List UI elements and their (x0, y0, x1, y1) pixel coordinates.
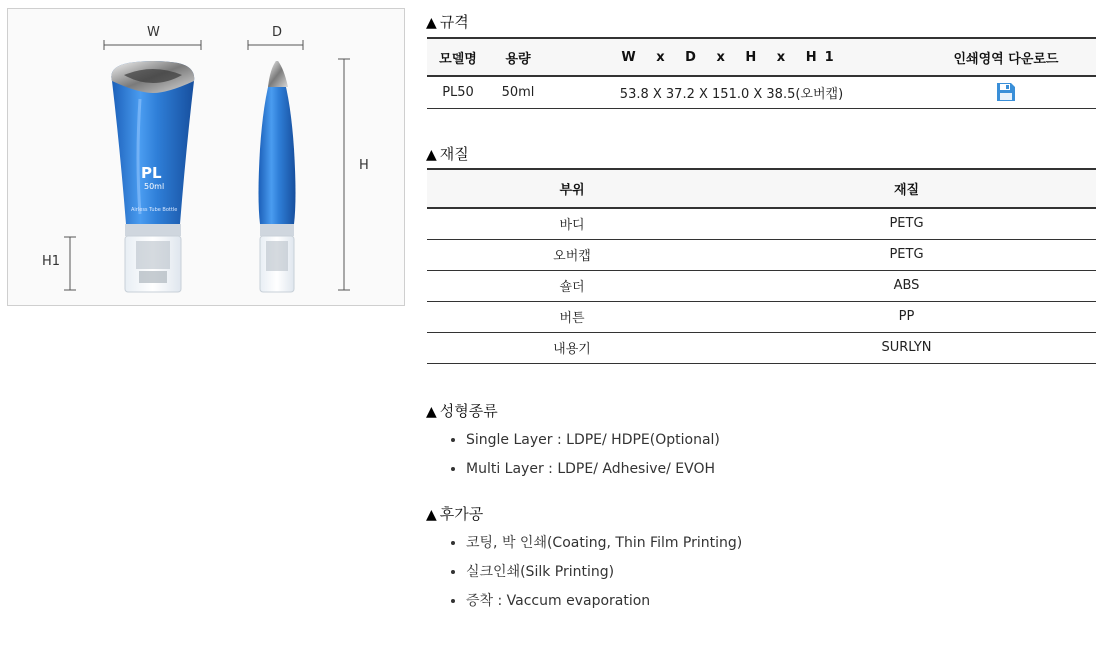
molding-section-title: ▲ 성형종류 (426, 402, 498, 420)
material-section-title: ▲ 재질 (426, 145, 469, 163)
material-part: 내용기 (553, 342, 591, 357)
table-row (427, 76, 1096, 108)
spec-header-dimensions: W x D x H x H1 (547, 38, 916, 76)
table-row (427, 208, 1096, 239)
spec-header-capacity: 용량 (489, 38, 547, 76)
material-part: 바디 (559, 218, 585, 234)
dim-h1-label: H1 (42, 254, 61, 269)
tree-icon: ▲ (426, 15, 437, 31)
material-value: SURLYN (881, 340, 932, 355)
tree-icon: ▲ (426, 507, 437, 523)
bottle-subtitle: Airless Tube Bottle (131, 207, 178, 213)
spec-download-cell (916, 76, 1096, 108)
molding-list (446, 426, 720, 484)
dim-w-label: W (147, 25, 160, 40)
material-part: 버튼 (559, 311, 585, 326)
spec-section-title: ▲ 규격 (426, 13, 469, 31)
post-processing-section-title: ▲ 후가공 (426, 505, 484, 523)
bottle-illustration (8, 9, 405, 306)
material-value: PP (898, 309, 915, 324)
tree-icon: ▲ (426, 147, 437, 163)
material-value: PETG (889, 247, 924, 262)
spec-capacity: 50ml (501, 84, 535, 100)
material-part: 오버캡 (553, 249, 591, 264)
list-item: • 증착 : Vaccum evaporation (466, 587, 742, 616)
dim-h-label: H (359, 158, 369, 173)
dim-d-label: D (272, 25, 283, 40)
material-value: ABS (893, 278, 920, 293)
spec-table (427, 37, 1096, 109)
tree-icon: ▲ (426, 404, 437, 420)
table-row (427, 332, 1096, 363)
product-image (7, 8, 405, 306)
list-item: • Multi Layer : LDPE/ Adhesive/ EVOH (466, 455, 720, 484)
bottle-volume: 50ml (144, 182, 165, 191)
list-item: • 코팅, 박 인쇄(Coating, Thin Film Printing) (466, 529, 742, 558)
table-row (427, 270, 1096, 301)
material-value: PETG (889, 216, 924, 232)
material-part: 숄더 (559, 280, 585, 295)
list-item: • Single Layer : LDPE/ HDPE(Optional) (466, 426, 720, 455)
floppy-save-icon[interactable] (996, 82, 1016, 102)
spec-dimensions: 53.8 X 37.2 X 151.0 X 38.5(오버캡) (619, 86, 844, 102)
post-processing-list (446, 529, 742, 616)
spec-header-model: 모델명 (427, 38, 489, 76)
material-header-part: 부위 (427, 169, 717, 208)
material-header-material: 재질 (717, 169, 1096, 208)
list-item: • 실크인쇄(Silk Printing) (466, 558, 742, 587)
table-row (427, 239, 1096, 270)
spec-model: PL50 (442, 84, 474, 100)
bottle-brand: PL (141, 164, 162, 182)
side-bottle (259, 61, 296, 292)
spec-header-download: 인쇄영역 다운로드 (916, 38, 1096, 76)
material-table (427, 168, 1096, 364)
table-row (427, 301, 1096, 332)
